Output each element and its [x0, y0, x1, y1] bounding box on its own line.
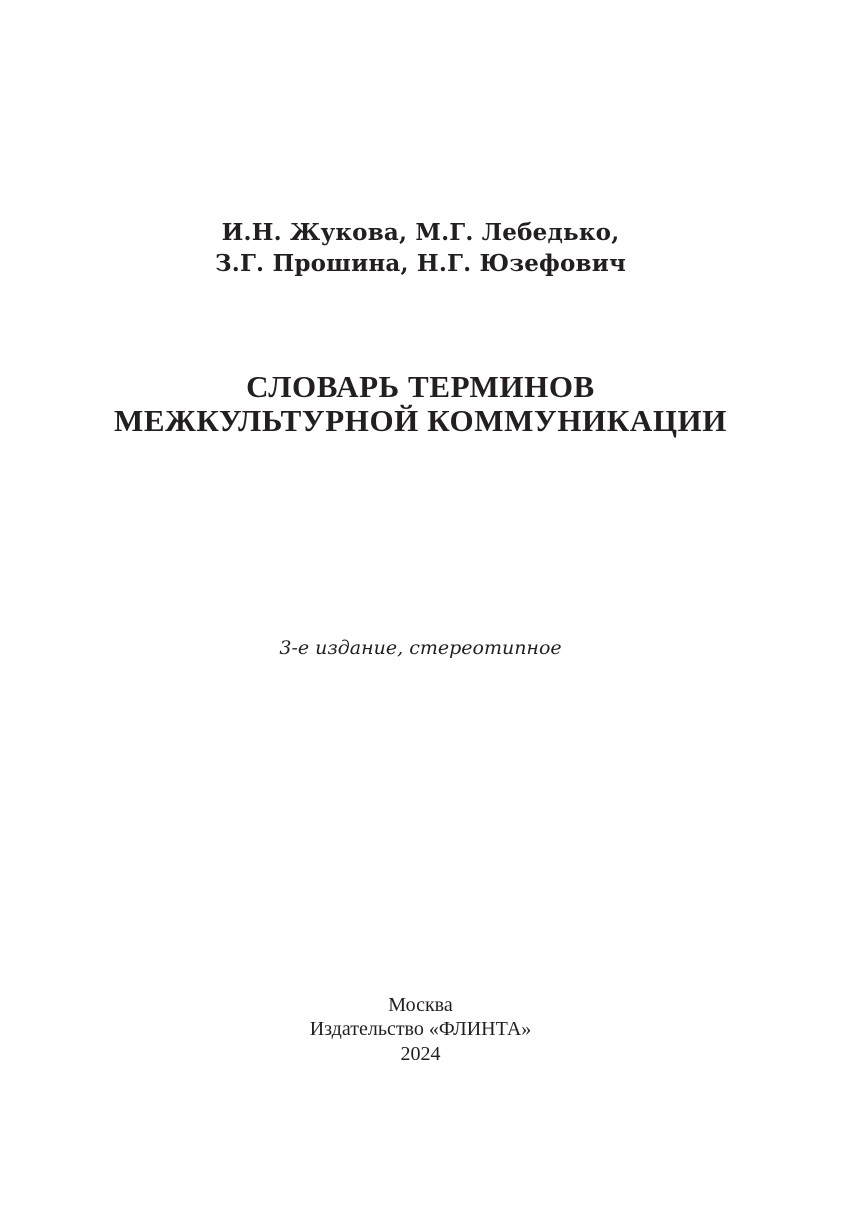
imprint-city: Москва	[388, 994, 453, 1016]
book-title-line-1: СЛОВАРЬ ТЕРМИНОВ	[246, 369, 595, 404]
imprint-publisher: Издательство «ФЛИНТА»	[309, 1018, 532, 1040]
authors-line-2: З.Г. Прошина, Н.Г. Юзефович	[214, 250, 627, 277]
edition-note: 3-е издание, стереотипное	[279, 637, 562, 659]
book-title-line-2: МЕЖКУЛЬТУРНОЙ КОММУНИКАЦИИ	[114, 403, 727, 438]
imprint-year: 2024	[400, 1043, 441, 1065]
authors-line-1: И.Н. Жукова, М.Г. Лебедько,	[221, 219, 620, 246]
